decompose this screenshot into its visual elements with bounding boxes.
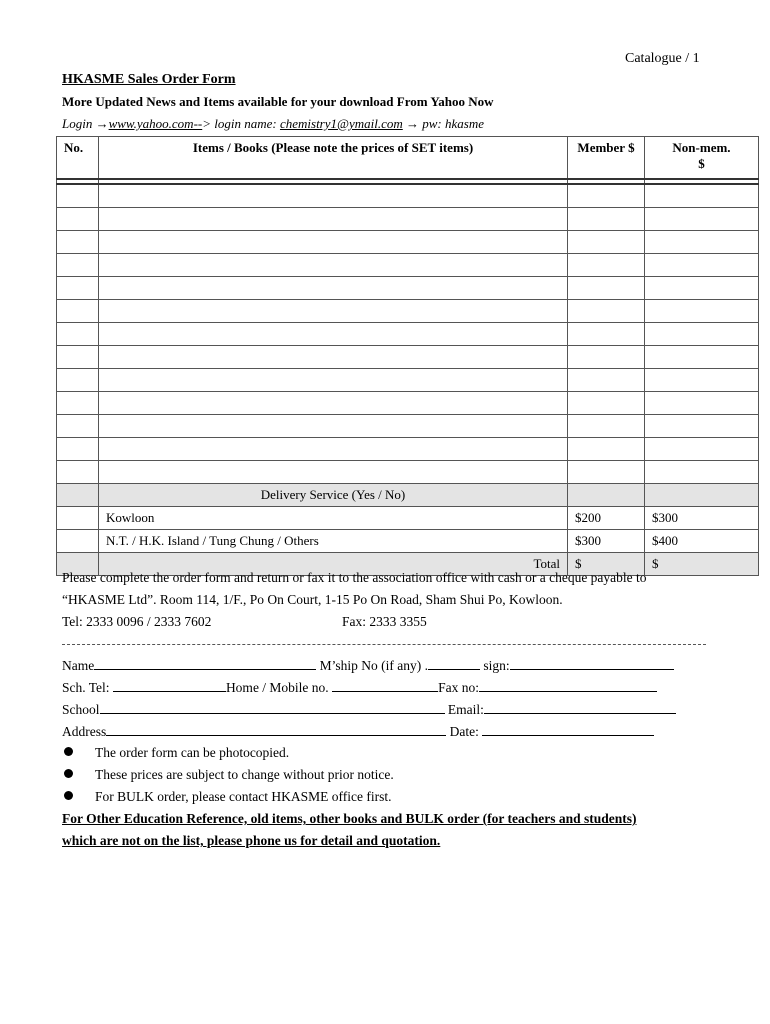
delivery-row-others[interactable] [57, 530, 759, 553]
form-title: HKASME Sales Order Form [62, 72, 236, 87]
header-member: Member $ [568, 137, 645, 180]
tel-numbers: Tel: 2333 0096 / 2333 7602 [62, 614, 212, 629]
delivery-area: Kowloon [99, 507, 568, 530]
email-field[interactable] [484, 701, 676, 714]
date-label: Date: [449, 724, 479, 739]
fax-no-label: Fax no: [438, 680, 479, 695]
delivery-row-kowloon[interactable] [57, 507, 759, 530]
name-label: Name [62, 658, 95, 673]
form-subtitle: More Updated News and Items available for your download From Yahoo Now [62, 94, 494, 109]
field-row-school [62, 701, 676, 718]
instructions-line-2: “HKASME Ltd”. Room 114, 1/F., Po On Court, 1-15 Po On Road, Sham Shui Po, Kowloon. [62, 592, 563, 607]
list-item: These prices are subject to change without prior notice. [62, 767, 394, 783]
home-mobile-field[interactable] [332, 679, 438, 692]
table-row[interactable] [57, 392, 759, 415]
list-item: For BULK order, please contact HKASME office first. [62, 789, 392, 805]
contact-line [62, 614, 427, 630]
total-nonmember[interactable]: $ [645, 553, 759, 576]
school-field[interactable] [100, 701, 445, 714]
delivery-area: N.T. / H.K. Island / Tung Chung / Others [99, 530, 568, 553]
table-row[interactable] [57, 438, 759, 461]
delivery-heading[interactable]: Delivery Service (Yes / No) [99, 484, 568, 507]
field-row-phones [62, 679, 657, 696]
delivery-nonmember-price: $400 [645, 530, 759, 553]
total-label: Total [99, 553, 568, 576]
sign-field[interactable] [510, 657, 674, 670]
table-row[interactable] [57, 184, 759, 208]
table-row[interactable] [57, 323, 759, 346]
field-row-address [62, 723, 654, 740]
table-row[interactable] [57, 277, 759, 300]
email-label: Email: [447, 702, 484, 717]
table-row[interactable] [57, 369, 759, 392]
address-label: Address [62, 724, 107, 739]
table-row[interactable] [57, 231, 759, 254]
table-row[interactable] [57, 208, 759, 231]
table-header-row [57, 137, 759, 180]
note-line-2: which are not on the list, please phone us for detail and quotation. [62, 833, 441, 848]
note-line-1: For Other Education Reference, old items, other books and BULK order (for teachers and students) [62, 811, 637, 826]
catalogue-number: Catalogue / 1 [625, 51, 700, 66]
table-row[interactable] [57, 461, 759, 484]
instructions-line-1: Please complete the order form and return or fax it to the association office with cash or a cheque payable to [62, 570, 647, 585]
address-field[interactable] [106, 723, 446, 736]
table-row[interactable] [57, 254, 759, 277]
sign-label: sign: [483, 658, 510, 673]
header-items: Items / Books (Please note the prices of SET items) [99, 137, 568, 180]
delivery-member-price: $300 [568, 530, 645, 553]
arrow-icon: → [95, 116, 109, 131]
total-member[interactable]: $ [568, 553, 645, 576]
header-nonmember: Non-mem. $ [645, 137, 759, 180]
bullet-icon [64, 747, 73, 756]
name-field[interactable] [94, 657, 316, 670]
bullet-icon [64, 791, 73, 800]
login-name-email[interactable]: chemistry1@ymail.com [279, 116, 403, 131]
sch-tel-field[interactable] [113, 679, 226, 692]
fax-no-field[interactable] [479, 679, 657, 692]
delivery-member-price: $200 [568, 507, 645, 530]
arrow-icon: → [406, 116, 420, 131]
login-info [62, 116, 484, 132]
header-no: No. [57, 137, 99, 180]
delivery-heading-row [57, 484, 759, 507]
table-row[interactable] [57, 346, 759, 369]
order-table [56, 136, 759, 576]
mship-field[interactable] [428, 657, 480, 670]
bullet-icon [64, 769, 73, 778]
login-prefix: Login [62, 116, 93, 131]
table-row[interactable] [57, 415, 759, 438]
login-name-label: > login name: [202, 116, 277, 131]
table-row[interactable] [57, 300, 759, 323]
yahoo-link[interactable]: www.yahoo.com-- [108, 116, 203, 131]
mship-label: M’ship No (if any) . [319, 658, 428, 673]
sch-tel-label: Sch. Tel: [62, 680, 110, 695]
list-item: The order form can be photocopied. [62, 745, 289, 761]
password-info: pw: hkasme [422, 116, 485, 131]
home-mobile-label: Home / Mobile no. [225, 680, 329, 695]
cut-line [62, 644, 706, 645]
field-row-name [62, 657, 674, 674]
date-field[interactable] [482, 723, 654, 736]
school-label: School [62, 702, 100, 717]
delivery-nonmember-price: $300 [645, 507, 759, 530]
fax-number: Fax: 2333 3355 [342, 614, 427, 629]
